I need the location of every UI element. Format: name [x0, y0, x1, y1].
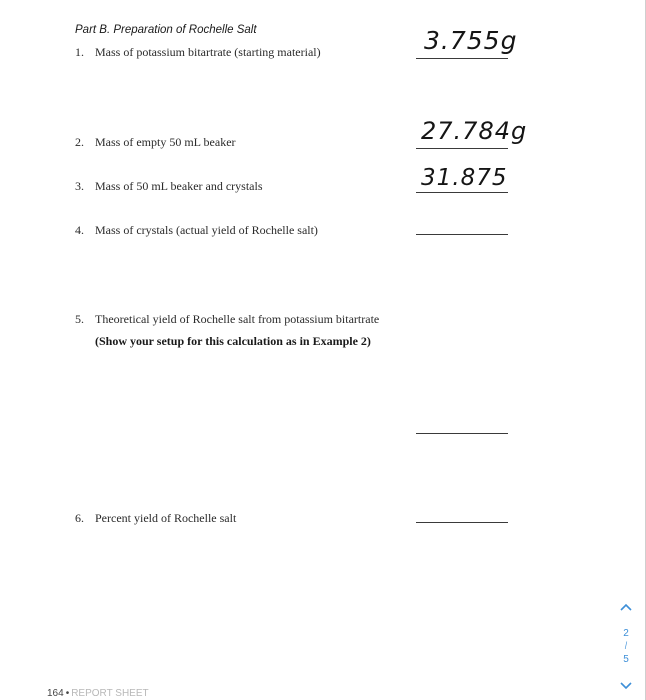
- footer-label: REPORT SHEET: [71, 688, 149, 699]
- question-4: [75, 223, 318, 238]
- question-1: [75, 45, 321, 60]
- question-number: 3.: [75, 179, 84, 193]
- question-label: Mass of crystals (actual yield of Rochelle salt): [95, 223, 318, 237]
- section-title: Part B. Preparation of Rochelle Salt: [75, 24, 257, 36]
- answer-line-3: [416, 192, 508, 193]
- chevron-up-icon: [619, 601, 633, 613]
- next-page-button[interactable]: [619, 680, 633, 692]
- question-label: Mass of potassium bitartrate (starting material): [95, 45, 321, 59]
- question-number: 5.: [75, 312, 84, 326]
- question-number: 2.: [75, 135, 84, 149]
- pager-total: 5: [623, 654, 629, 665]
- question-label: Mass of empty 50 mL beaker: [95, 135, 236, 149]
- question-5-note: (Show your setup for this calculation as in Example 2): [95, 334, 371, 348]
- question-label: Percent yield of Rochelle salt: [95, 511, 237, 525]
- question-number: 4.: [75, 223, 84, 237]
- answer-line-1: [416, 58, 508, 59]
- question-label: Theoretical yield of Rochelle salt from potassium bitartrate: [95, 312, 380, 326]
- answer-3-handwritten: 31.875: [421, 165, 508, 191]
- answer-line-6: [416, 522, 508, 523]
- question-5: [75, 312, 379, 327]
- question-2: [75, 135, 236, 150]
- footer-separator: •: [65, 688, 70, 699]
- footer-page-number: 164: [47, 688, 64, 699]
- question-label: Mass of 50 mL beaker and crystals: [95, 179, 263, 193]
- answer-line-4: [416, 234, 508, 235]
- answer-1-handwritten: 3.755g: [424, 26, 518, 55]
- page-footer: [47, 688, 149, 699]
- chevron-down-icon: [619, 680, 633, 692]
- pager-separator: /: [624, 641, 628, 652]
- answer-line-5: [416, 433, 508, 434]
- previous-page-button[interactable]: [619, 601, 633, 613]
- pager-current: 2: [623, 628, 629, 639]
- answer-line-2: [416, 148, 508, 149]
- question-6: [75, 511, 236, 526]
- answer-2-handwritten: 27.784g: [421, 117, 528, 145]
- question-number: 6.: [75, 511, 84, 525]
- question-3: [75, 179, 263, 194]
- question-number: 1.: [75, 45, 84, 59]
